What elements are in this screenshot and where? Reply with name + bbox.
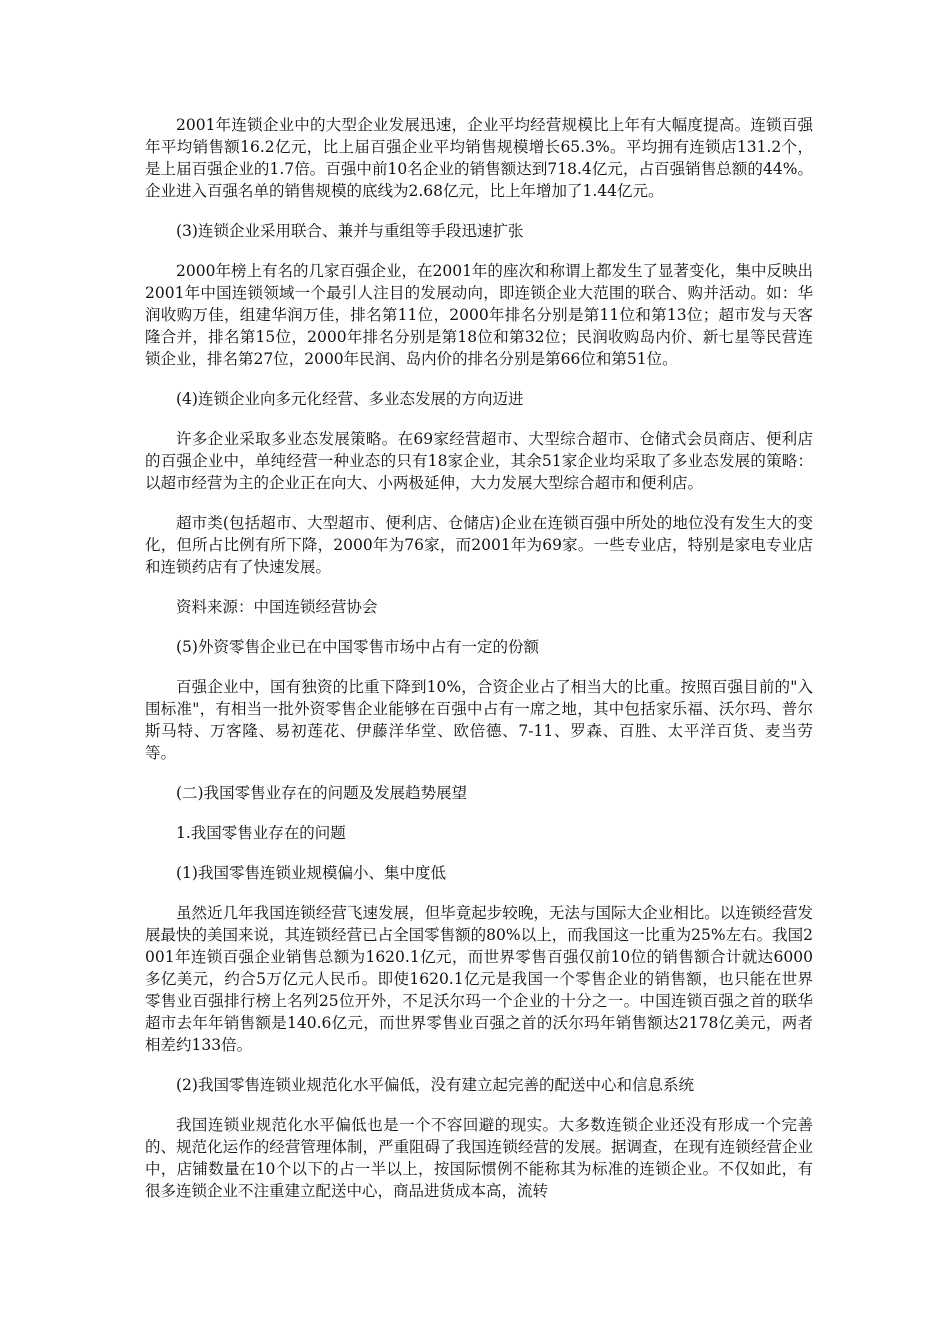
heading-merger-expansion: (3)连锁企业采用联合、兼并与重组等手段迅速扩张 [176, 222, 524, 240]
paragraph-scale-comparison: 虽然近几年我国连锁经营飞速发展，但毕竟起步较晚，无法与国际大企业相比。以连锁经营发展最快的美国来说，其连锁经营已占全国零售额的80%以上，而我国这一比重为25%左右。我国2001年连锁百强企业销售总额为1620.1亿元，而世界零售百强仅前10位的销售额合计就达6000多亿美元，约合5万亿元人民币。即使1620.1亿元是我国一个零售企业的销售额，也只能在世界零售业百强排行榜上名列25位开外，不足沃尔玛一个企业的十分之一。中国连锁百强之首的联华超市去年年销售额是140.6亿元，而世界零售业百强之首的沃尔玛年销售额达2178亿美元，两者相差约133倍。 [145, 904, 813, 1054]
heading-diversification: (4)连锁企业向多元化经营、多业态发展的方向迈进 [176, 390, 524, 408]
heading-section-problems-outlook: (二)我国零售业存在的问题及发展趋势展望 [176, 784, 468, 802]
paragraph-chain-scale-growth: 2001年连锁企业中的大型企业发展迅速，企业平均经营规模比上年有大幅度提高。连锁百强年平均销售额16.2亿元，比上届百强企业平均销售规模增长65.3%。平均拥有连锁店131.2个，是上届百强企业的1.7倍。百强中前10名企业的销售额达到718.4亿元，占百强销售总额的44%。企业进入百强名单的销售规模的底线为2.68亿元，比上年增加了1.44亿元。 [145, 116, 813, 200]
paragraph-supermarket-share: 超市类(包括超市、大型超市、便利店、仓储店)企业在连锁百强中所处的地位没有发生大的变化，但所占比例有所下降，2000年为76家，而2001年为69家。一些专业店，特别是家电专业店和连锁药店有了快速发展。 [145, 514, 813, 576]
source-note: 资料来源：中国连锁经营协会 [176, 598, 378, 616]
heading-small-scale: (1)我国零售连锁业规模偏小、集中度低 [176, 864, 446, 882]
paragraph-merger-activities: 2000年榜上有名的几家百强企业，在2001年的座次和称谓上都发生了显著变化，集中反映出2001年中国连锁领域一个最引人注目的发展动向，即连锁企业大范围的联合、购并活动。如：华润收购万佳，组建华润万佳，排名第11位，2000年排名分别是第11位和第13位；超市发与天客隆合并，排名第15位，2000年排名分别是第18位和第32位；民润收购岛内价、新七星等民营连锁企业，排名第27位，2000年民润、岛内价的排名分别是第66位和第51位。 [145, 262, 813, 368]
document-page [145, 114, 813, 1220]
heading-foreign-retail: (5)外资零售企业已在中国零售市场中占有一定的份额 [176, 638, 539, 656]
heading-problems: 1.我国零售业存在的问题 [176, 824, 346, 842]
paragraph-standardization: 我国连锁业规范化水平偏低也是一个不容回避的现实。大多数连锁企业还没有形成一个完善的、规范化运作的经营管理体制，严重阻碍了我国连锁经营的发展。据调查，在现有连锁经营企业中，店铺数量在10个以下的占一半以上，按国际惯例不能称其为标准的连锁企业。不仅如此，有很多连锁企业不注重建立配送中心，商品进货成本高，流转 [145, 1116, 813, 1200]
paragraph-foreign-retailers: 百强企业中，国有独资的比重下降到10%，合资企业占了相当大的比重。按照百强目前的"入围标准"，有相当一批外资零售企业能够在百强中占有一席之地，其中包括家乐福、沃尔玛、普尔斯马特、万客隆、易初莲花、伊藤洋华堂、欧倍德、7-11、罗森、百胜、太平洋百货、麦当劳等。 [145, 678, 813, 762]
paragraph-multi-format-strategy: 许多企业采取多业态发展策略。在69家经营超市、大型综合超市、仓储式会员商店、便利店的百强企业中，单纯经营一种业态的只有18家企业，其余51家企业均采取了多业态发展的策略：以超市经营为主的企业正在向大、小两极延伸，大力发展大型综合超市和便利店。 [145, 430, 813, 492]
heading-standardization: (2)我国零售连锁业规范化水平偏低，没有建立起完善的配送中心和信息系统 [176, 1076, 694, 1094]
